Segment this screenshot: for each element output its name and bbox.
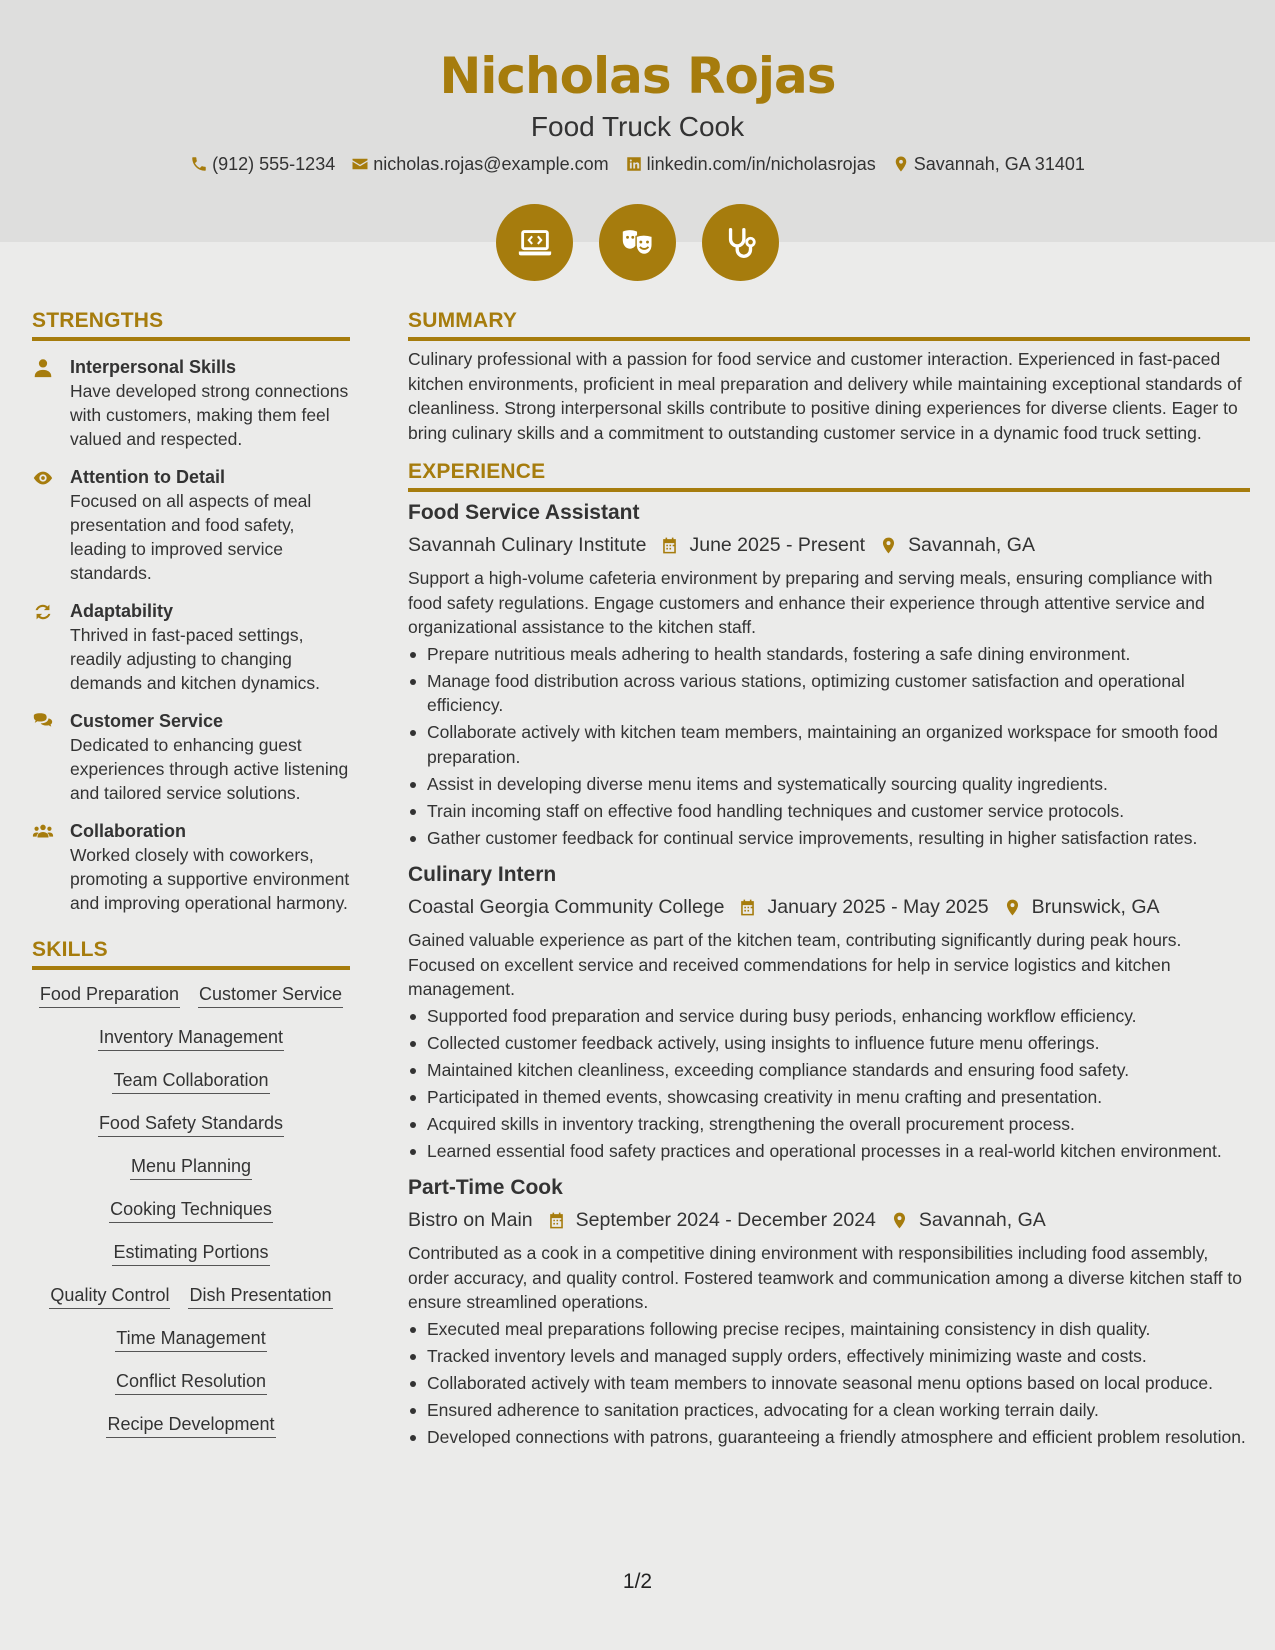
strength-desc: Focused on all aspects of meal presentation and food safety, leading to improved service standards. [70,491,312,583]
list-item: Developed connections with patrons, guaranteeing a friendly atmosphere and efficient problem resolution. [408,1425,1250,1450]
strength-item [32,355,350,451]
list-item: Assist in developing diverse menu items and systematically sourcing quality ingredients. [408,772,1250,797]
left-column [32,308,350,1455]
job-company: Savannah Culinary Institute [408,534,647,556]
list-item: Acquired skills in inventory tracking, strengthening the overall procurement process. [408,1112,1250,1137]
job-bullets [408,1317,1250,1450]
skills-list [32,982,350,1438]
contact-phone-text: (912) 555-1234 [212,154,336,174]
strengths-heading: STRENGTHS [32,308,350,341]
map-marker-icon [892,155,910,173]
list-item: Collaborated actively with team members to innovate seasonal menu options based on local produce. [408,1371,1250,1396]
list-item: Collected customer feedback actively, using insights to influence future menu offerings. [408,1031,1250,1056]
users-icon [32,821,54,843]
job-company: Coastal Georgia Community College [408,896,725,918]
list-item: Supported food preparation and service during busy periods, enhancing workflow efficiency. [408,1004,1250,1029]
map-marker-icon [1003,898,1022,917]
calendar-icon [738,898,757,917]
skill-tag: Recipe Development [106,1412,275,1438]
sync-icon [32,601,54,623]
skill-tag: Time Management [115,1326,266,1352]
job-location: Savannah, GA [908,534,1035,556]
strength-desc: Thrived in fast-paced settings, readily adjusting to changing demands and kitchen dynamics. [70,625,320,693]
summary-text: Culinary professional with a passion for food service and customer interaction. Experienced in fast-paced kitchen environments, proficient in meal preparation and delivery while maintaining exceptional standards of cleanliness. Strong interpersonal skills contribute to positive dining experiences for diverse clients. Eager to bring culinary skills and a commitment to outstanding customer service in a dynamic food truck setting. [408,349,1242,443]
list-item: Collaborate actively with kitchen team members, maintaining an organized workspace for smooth food preparation. [408,720,1250,769]
job-bullets [408,642,1250,851]
skills-heading: SKILLS [32,937,350,970]
contact-location-text: Savannah, GA 31401 [913,154,1085,174]
strength-title: Adaptability [70,601,174,621]
list-item: Manage food distribution across various stations, optimizing customer satisfaction and operational efficiency. [408,669,1250,718]
job-description: Contributed as a cook in a competitive dining environment with responsibilities including food assembly, order accuracy, and quality control. Fostered teamwork and communication among a diverse kitchen staff to ensure streamlined operations. [408,1243,1242,1312]
stethoscope-icon [722,224,760,262]
job-company: Bistro on Main [408,1209,533,1231]
skill-tag: Food Safety Standards [98,1111,284,1137]
skill-tag: Customer Service [198,982,343,1008]
candidate-name: Nicholas Rojas [439,47,836,105]
contact-email[interactable] [351,152,608,176]
map-marker-icon [890,1211,909,1230]
contact-location [892,152,1085,176]
comments-icon [32,711,54,733]
skill-tag: Menu Planning [130,1154,252,1180]
phone-icon [190,155,208,173]
right-column [408,308,1250,1452]
calendar-icon [547,1211,566,1230]
list-item: Executed meal preparations following precise recipes, maintaining consistency in dish quality. [408,1317,1250,1342]
strength-item [32,599,350,695]
skill-tag: Food Preparation [39,982,180,1008]
skill-tag: Team Collaboration [112,1068,269,1094]
list-item: Prepare nutritious meals adhering to health standards, fostering a safe dining environment. [408,642,1250,667]
page-number: 1/2 [622,1570,653,1593]
list-item: Learned essential food safety practices and operational processes in a real-world kitchen environment. [408,1139,1250,1164]
job-location: Brunswick, GA [1031,896,1160,918]
skill-tag: Dish Presentation [188,1283,332,1309]
skill-tag: Conflict Resolution [115,1369,267,1395]
contact-linkedin-text: linkedin.com/in/nicholasrojas [646,154,876,174]
list-item: Gather customer feedback for continual service improvements, resulting in higher satisfaction rates. [408,826,1250,851]
job-entry [408,498,1250,850]
strength-title: Customer Service [70,711,224,731]
map-marker-icon [879,536,898,555]
job-description: Gained valuable experience as part of the kitchen team, contributing significantly during peak hours. Focused on excellent service and received commendations for help in service logistics and kitchen management. [408,930,1182,999]
strength-title: Collaboration [70,821,186,841]
job-role: Culinary Intern [408,863,557,886]
job-entry [408,1173,1250,1449]
user-icon [32,357,54,379]
contact-linkedin[interactable] [625,152,876,176]
job-title: Food Truck Cook [530,111,745,142]
contact-email-text: nicholas.rojas@example.com [373,154,609,174]
strength-desc: Have developed strong connections with customers, making them feel valued and respected. [70,381,349,449]
theater-masks-icon [619,224,657,262]
envelope-icon [351,155,369,173]
list-item: Train incoming staff on effective food handling techniques and customer service protocols. [408,799,1250,824]
job-meta [408,530,1250,560]
skill-tag: Quality Control [49,1283,170,1309]
job-meta [408,892,1250,922]
job-role: Food Service Assistant [408,501,640,524]
job-description: Support a high-volume cafeteria environment by preparing and serving meals, ensuring compliance with food safety regulations. Engage customers and enhance their experience through attentive service and organizational assistance to the kitchen staff. [408,568,1213,637]
job-meta [408,1205,1250,1235]
interest-badge [702,204,779,281]
job-entry [408,860,1250,1163]
laptop-code-icon [516,224,554,262]
eye-icon [32,467,54,489]
list-item: Participated in themed events, showcasing creativity in menu crafting and presentation. [408,1085,1250,1110]
list-item: Maintained kitchen cleanliness, exceeding compliance standards and ensuring food safety. [408,1058,1250,1083]
strength-item [32,709,350,805]
linkedin-icon [625,155,643,173]
strength-title: Interpersonal Skills [70,357,237,377]
strength-desc: Dedicated to enhancing guest experiences through active listening and tailored service solutions. [70,735,349,803]
contact-bar [0,152,1275,176]
skill-tag: Cooking Techniques [109,1197,273,1223]
strength-desc: Worked closely with coworkers, promoting a supportive environment and improving operational harmony. [70,845,350,913]
job-bullets [408,1004,1250,1164]
experience-heading: EXPERIENCE [408,459,1250,492]
strength-item [32,465,350,585]
job-dates: January 2025 - May 2025 [767,896,989,918]
list-item: Tracked inventory levels and managed supply orders, effectively minimizing waste and costs. [408,1344,1250,1369]
summary-heading: SUMMARY [408,308,1250,341]
skill-tag: Inventory Management [98,1025,284,1051]
job-location: Savannah, GA [918,1209,1046,1231]
strength-title: Attention to Detail [70,467,225,487]
contact-phone[interactable] [190,152,335,176]
interest-badges [0,204,1275,281]
list-item: Ensured adherence to sanitation practices, advocating for a clean working terrain daily. [408,1398,1250,1423]
strength-item [32,819,350,915]
interest-badge [599,204,676,281]
skill-tag: Estimating Portions [112,1240,269,1266]
job-dates: June 2025 - Present [689,534,866,556]
calendar-icon [660,536,679,555]
job-role: Part-Time Cook [408,1176,563,1199]
interest-badge [496,204,573,281]
job-dates: September 2024 - December 2024 [575,1209,876,1231]
